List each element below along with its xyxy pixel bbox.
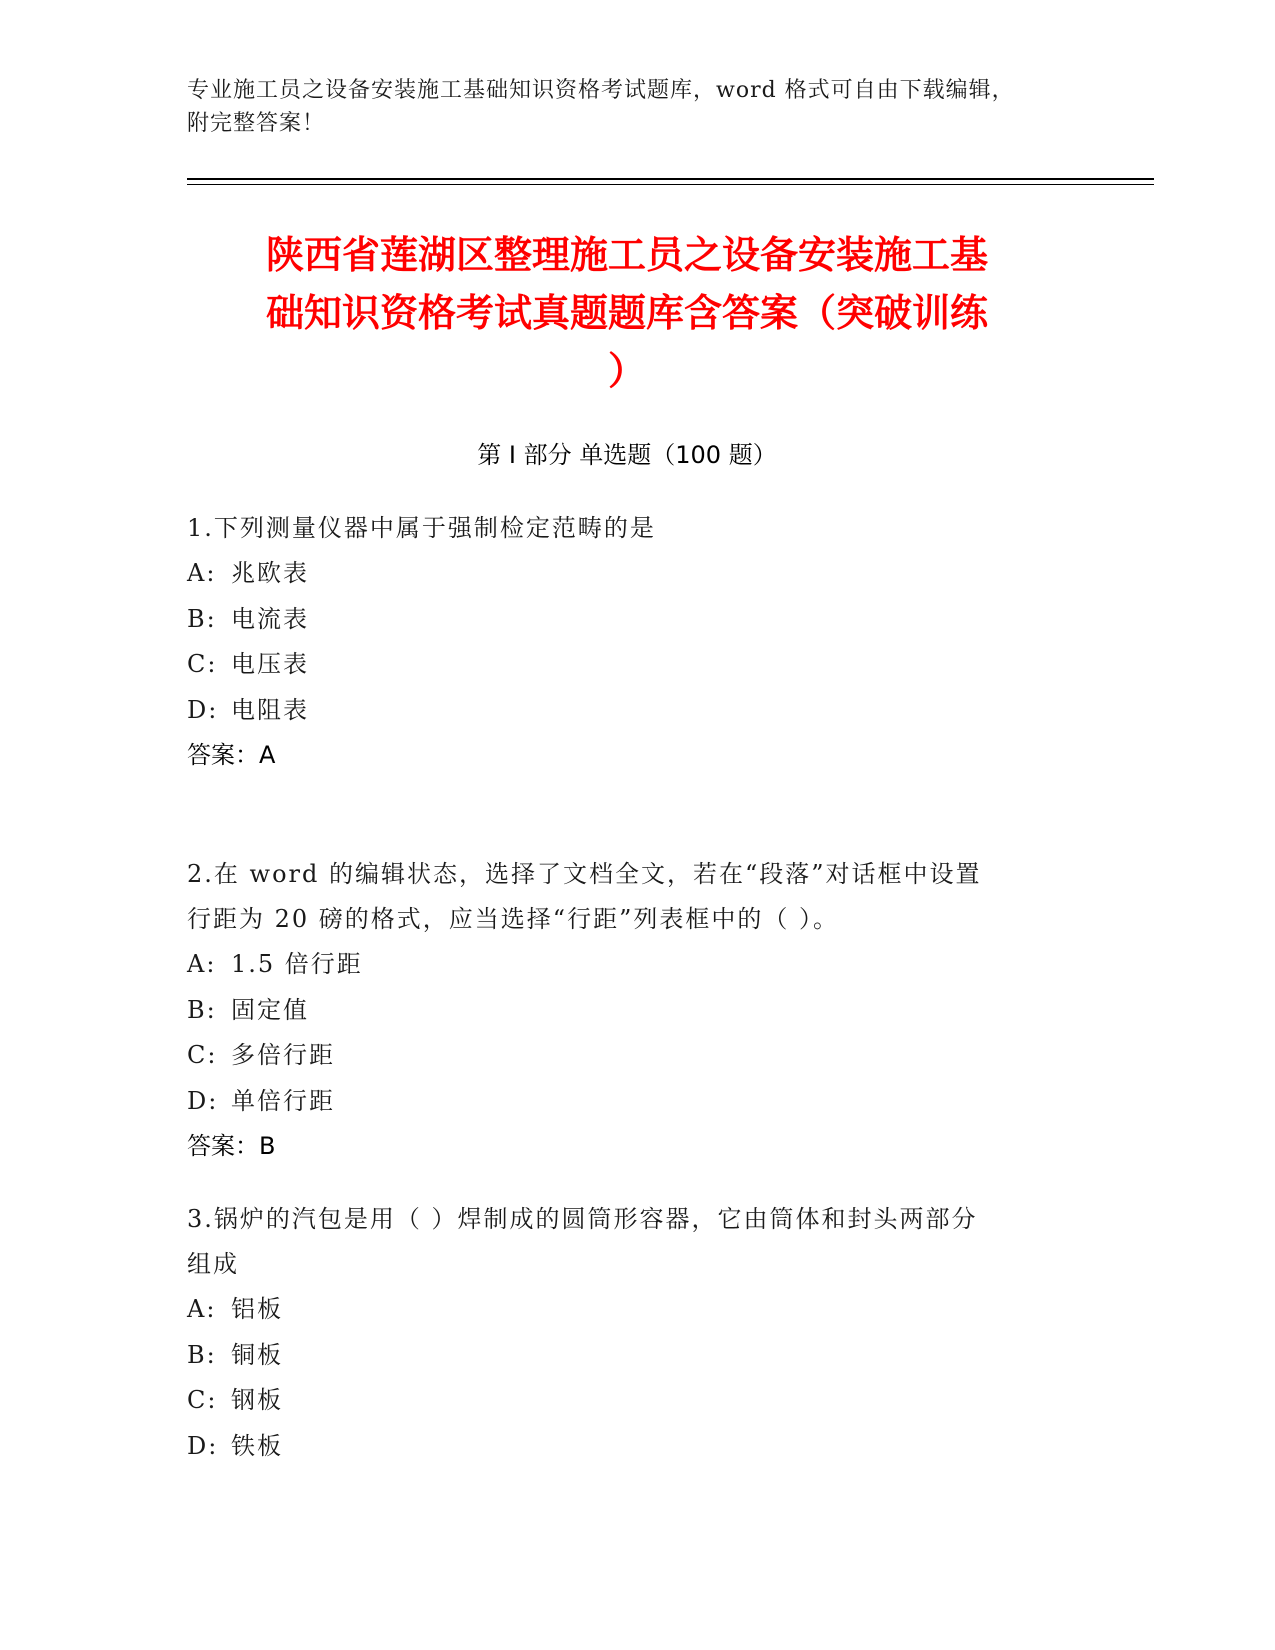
title-line: 陕西省莲湖区整理施工员之设备安装施工基 xyxy=(265,233,988,277)
question-stem-line: 行距为 20 磅的格式，应当选择“行距”列表框中的（ ）。 xyxy=(187,905,839,933)
option-key: D: xyxy=(187,1086,219,1115)
option-text: 钢板 xyxy=(231,1386,283,1414)
header-divider-thick xyxy=(187,178,1154,180)
answer: 答案：A xyxy=(187,741,276,769)
option-c xyxy=(187,642,1087,688)
question-3 xyxy=(187,1197,1087,1469)
question-1 xyxy=(187,506,1087,779)
header-note xyxy=(187,74,1067,140)
question-stem-line: 1.下列测量仪器中属于强制检定范畴的是 xyxy=(187,514,656,542)
answer: 答案：B xyxy=(187,1132,276,1160)
option-a xyxy=(187,942,1087,988)
option-d xyxy=(187,1424,1087,1470)
option-key: D: xyxy=(187,695,219,724)
option-text: 铜板 xyxy=(231,1340,283,1369)
title-line: ） xyxy=(607,349,646,393)
option-b xyxy=(187,988,1087,1034)
option-key: D: xyxy=(187,1431,219,1460)
option-d xyxy=(187,688,1087,734)
option-a xyxy=(187,551,1087,597)
option-text: 多倍行距 xyxy=(231,1041,335,1069)
option-key: B: xyxy=(187,995,217,1024)
option-key: C: xyxy=(187,1386,218,1414)
option-text: 电阻表 xyxy=(231,695,309,724)
option-c xyxy=(187,1033,1087,1079)
option-text: 固定值 xyxy=(231,995,309,1024)
option-key: A: xyxy=(187,559,217,587)
title-line: 础知识资格考试真题题库含答案（突破训练 xyxy=(265,291,988,335)
question-stem xyxy=(187,852,1087,942)
section-title: 第 I 部分 单选题（100 题） xyxy=(477,441,777,469)
option-key: A: xyxy=(187,950,217,978)
option-text: 单倍行距 xyxy=(231,1086,335,1115)
header-divider-thin xyxy=(187,184,1154,185)
header-note-line: 附完整答案！ xyxy=(187,111,326,136)
option-text: 电流表 xyxy=(231,604,309,633)
question-stem-line: 3.锅炉的汽包是用（ ）焊制成的圆筒形容器，它由筒体和封头两部分 xyxy=(187,1205,978,1233)
option-key: C: xyxy=(187,1041,218,1069)
option-b xyxy=(187,597,1087,643)
option-key: C: xyxy=(187,650,218,678)
question-stem-line: 2.在 word 的编辑状态，选择了文档全文，若在“段落”对话框中设置 xyxy=(187,860,982,888)
document-title xyxy=(187,226,1067,400)
question-stem xyxy=(187,1197,1087,1287)
option-key: A: xyxy=(187,1295,217,1323)
option-c xyxy=(187,1378,1087,1424)
option-text: 铁板 xyxy=(231,1431,283,1460)
option-key: B: xyxy=(187,604,217,633)
question-2 xyxy=(187,852,1087,1170)
header-note-line: 专业施工员之设备安装施工基础知识资格考试题库，word 格式可自由下载编辑， xyxy=(187,78,1015,103)
option-text: 1.5 倍行距 xyxy=(231,950,363,978)
option-b xyxy=(187,1333,1087,1379)
question-stem xyxy=(187,506,1087,551)
option-key: B: xyxy=(187,1340,217,1369)
option-text: 铝板 xyxy=(231,1295,283,1323)
option-text: 电压表 xyxy=(231,650,309,678)
option-text: 兆欧表 xyxy=(231,559,309,587)
option-d xyxy=(187,1079,1087,1125)
question-stem-line: 组成 xyxy=(187,1250,239,1278)
option-a xyxy=(187,1287,1087,1333)
